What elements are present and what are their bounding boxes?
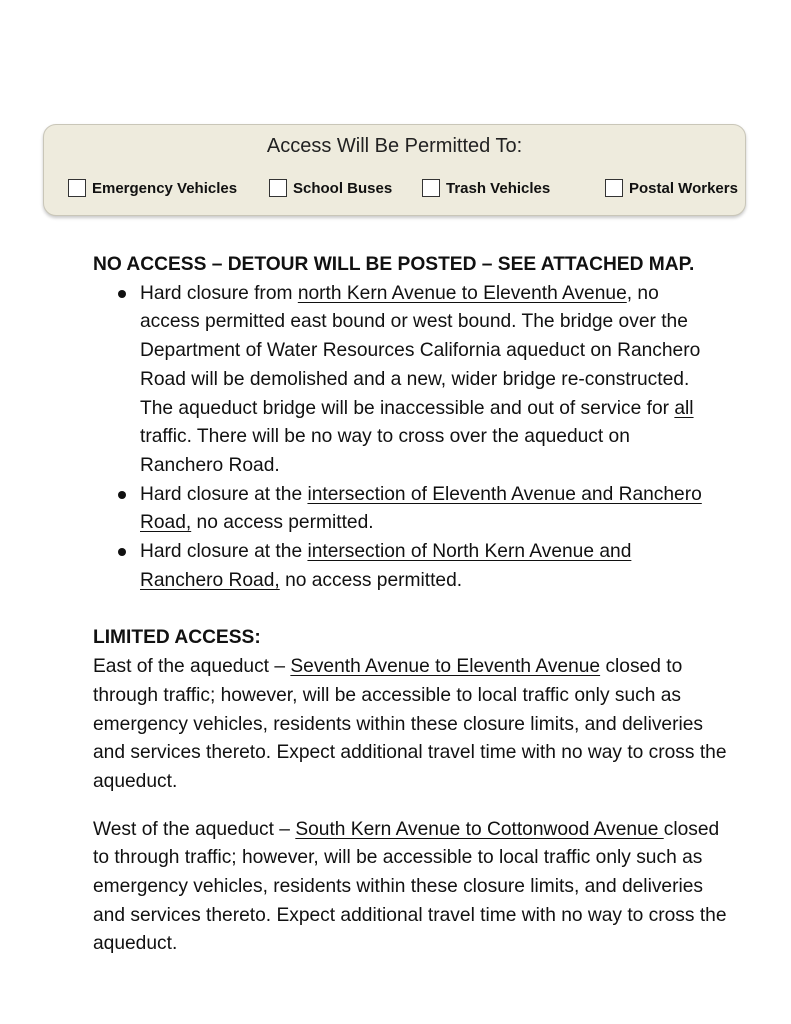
emergency-vehicles-checkbox[interactable] [68,179,86,197]
school-buses-option[interactable] [269,177,392,199]
limited-access-heading: LIMITED ACCESS: [93,627,261,649]
paragraph-text: closed to through traffic; however, will be accessible to local traffic only such as emergency vehicles, residents within these closure limits, and deliveries and services thereto. Expect additional travel time with no way to cross the aqueduct. [93,818,727,955]
bullet-underlined-text: intersection of Eleventh Avenue and Ranchero Road, [140,483,702,534]
bullet-text: no access permitted. [279,569,463,591]
paragraph-text: closed to through traffic; however, will be accessible to local traffic only such as emergency vehicles, residents within these closure limits, and deliveries and services thereto. Expect additional travel time with no way to cross the aqueduct. [93,656,727,792]
trash-vehicles-label: Trash Vehicles [446,179,551,197]
bullet-text: Hard closure at the [140,541,308,563]
postal-workers-label: Postal Workers [629,179,738,197]
school-buses-checkbox[interactable] [269,179,287,197]
postal-workers-option[interactable] [605,177,738,199]
list-item [93,481,702,538]
paragraph-text: East of the aqueduct – [93,656,291,678]
emergency-vehicles-option[interactable] [68,177,237,199]
bullet-underlined-text: north Kern Avenue to Eleventh Avenue [297,282,627,304]
school-buses-label: School Buses [293,179,393,197]
notice-content [93,251,733,959]
bullet-text: traffic. There will be no way to cross over the aqueduct on Ranchero Road. [140,426,630,476]
bullet-underlined-text: intersection of North Kern Avenue and Ranchero Road, [140,541,632,591]
east-of-aqueduct-paragraph [93,653,733,797]
bullet-text: Hard closure from [140,282,298,304]
bullet-text: , no access permitted east bound or west bound. The bridge over the Department of Water Resources California aqueduct on Ranchero Road will be demolished and a new, wider bridge re-constructed. The aqueduct bridge will be inaccessible and out of service for [140,282,701,419]
emergency-vehicles-label: Emergency Vehicles [92,179,238,197]
postal-workers-checkbox[interactable] [605,179,623,197]
access-permitted-box [43,124,746,216]
paragraph-text: West of the aqueduct – [93,818,296,840]
list-item [93,280,702,481]
trash-vehicles-checkbox[interactable] [422,179,440,197]
no-access-list [93,280,733,596]
list-item [93,538,702,595]
bullet-text: no access permitted. [191,512,374,534]
access-box-title: Access Will Be Permitted To: [266,135,523,157]
paragraph-underlined-text: South Kern Avenue to Cottonwood Avenue [295,818,664,840]
trash-vehicles-option[interactable] [422,177,550,199]
paragraph-underlined-text: Seventh Avenue to Eleventh Avenue [290,656,601,678]
bullet-underlined-text: all [674,397,694,419]
west-of-aqueduct-paragraph [93,816,733,960]
no-access-heading: NO ACCESS – DETOUR WILL BE POSTED – SEE ATTACHED MAP. [93,254,695,275]
bullet-text: Hard closure at the [140,483,308,505]
